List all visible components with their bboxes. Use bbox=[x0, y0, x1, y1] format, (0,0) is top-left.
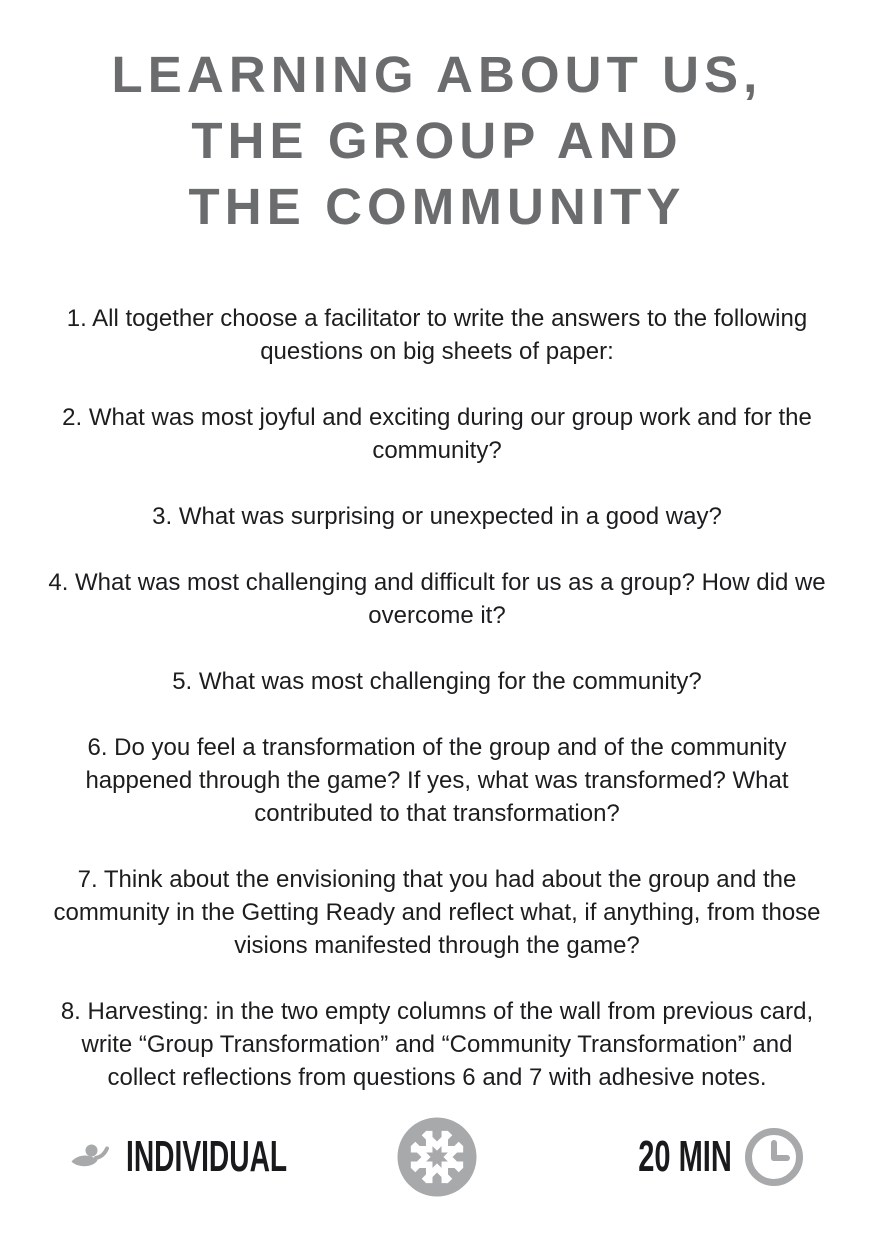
instruction-step-7: 7. Think about the envisioning that you had about the group and the community in the Getting Ready and reflect what, if anything, from those visions manifested through the game? bbox=[53, 866, 821, 960]
title-line: THE GROUP AND bbox=[191, 112, 683, 169]
instruction-list bbox=[48, 302, 826, 1127]
mode-label: INDIVIDUAL bbox=[126, 1132, 288, 1182]
instruction-step-3: 3. What was surprising or unexpected in a good way? bbox=[152, 503, 722, 531]
converge-arrows-icon bbox=[397, 1117, 477, 1197]
card-footer bbox=[0, 1127, 874, 1187]
instruction-step-6: 6. Do you feel a transformation of the group and of the community happened through the game? If yes, what was transformed? What contributed to that transformation? bbox=[85, 734, 789, 828]
mode-indicator bbox=[70, 1132, 378, 1182]
duration-indicator bbox=[590, 1127, 804, 1187]
instruction-step-8: 8. Harvesting: in the two empty columns of the wall from previous card, write “Group Transformation” and “Community Transformation” and collect reflections from questions 6 and 7 with adhesive notes. bbox=[60, 998, 814, 1092]
instruction-step-1: 1. All together choose a facilitator to write the answers to the following questions on big sheets of paper: bbox=[66, 305, 808, 366]
title-line: THE COMMUNITY bbox=[188, 178, 686, 235]
person-icon bbox=[70, 1141, 110, 1173]
clock-icon bbox=[744, 1127, 804, 1187]
duration-label: 20 MIN bbox=[638, 1132, 732, 1182]
instruction-step-4: 4. What was most challenging and difficult for us as a group? How did we overcome it? bbox=[48, 569, 826, 630]
title-line: LEARNING ABOUT US, bbox=[111, 46, 763, 103]
page-title bbox=[0, 42, 874, 240]
instruction-step-5: 5. What was most challenging for the community? bbox=[172, 668, 702, 696]
instruction-step-2: 2. What was most joyful and exciting during our group work and for the community? bbox=[62, 404, 812, 465]
